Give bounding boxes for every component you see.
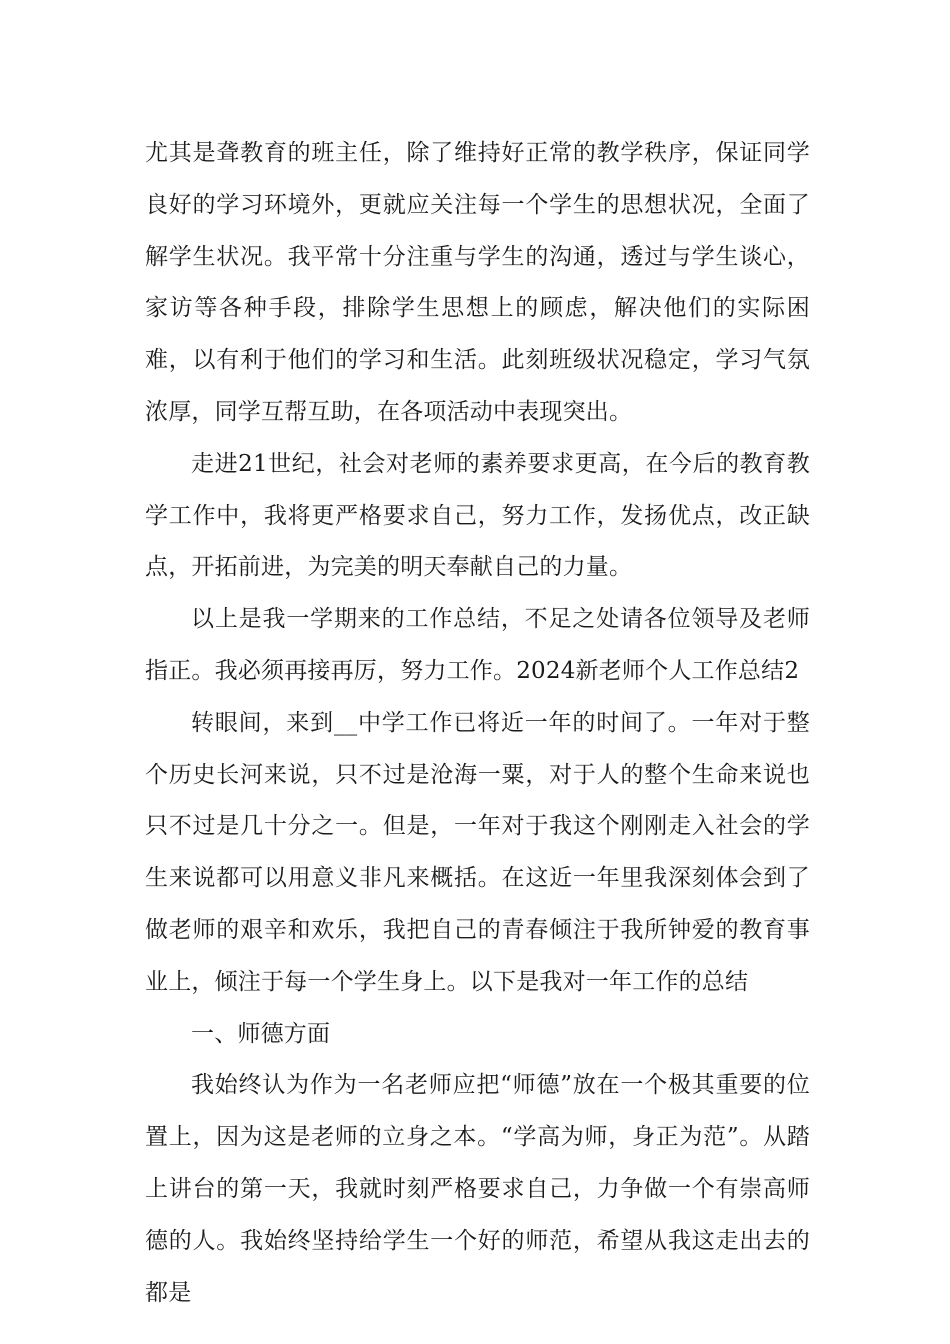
document-body: [145, 128, 810, 1319]
paragraph-summary-conclusion: 以上是我一学期来的工作总结，不足之处请各位领导及老师指正。我必须再接再厉，努力工作。2024新老师个人工作总结2: [145, 606, 810, 684]
paragraph-class-management: 尤其是聋教育的班主任，除了维持好正常的教学秩序，保证同学良好的学习环境外，更就应关注每一个学生的思想状况，全面了解学生状况。我平常十分注重与学生的沟通，透过与学生谈心，家访等各种手段，排除学生思想上的顾虑，解决他们的实际困难，以有利于他们的学习和生活。此刻班级状况稳定，学习气氛浓厚，同学互帮互助，在各项活动中表现突出。: [145, 140, 810, 425]
paragraph-21st-century: 走进21世纪，社会对老师的素养要求更高，在今后的教育教学工作中，我将更严格要求自己，努力工作，发扬优点，改正缺点，开拓前进，为完美的明天奉献自己的力量。: [145, 450, 810, 581]
paragraph-teacher-ethics: 我始终认为作为一名老师应把“师德”放在一个极其重要的位置上，因为这是老师的立身之本。“学高为师，身正为范”。从踏上讲台的第一天，我就时刻严格要求自己，力争做一个有崇高师德的人。我始终坚持给学生一个好的师范，希望从我这走出去的都是: [145, 1072, 810, 1306]
paragraph-one-year-review: 转眼间，来到__中学工作已将近一年的时间了。一年对于整个历史长河来说，只不过是沧海一粟，对于人的整个生命来说也只不过是几十分之一。但是，一年对于我这个刚刚走入社会的学生来说都可以用意义非凡来概括。在这近一年里我深刻体会到了做老师的艰辛和欢乐，我把自己的青春倾注于我所钟爱的教育事业上，倾注于每一个学生身上。以下是我对一年工作的总结: [145, 709, 810, 995]
section-heading-teacher-ethics: 一、师德方面: [191, 1020, 331, 1047]
